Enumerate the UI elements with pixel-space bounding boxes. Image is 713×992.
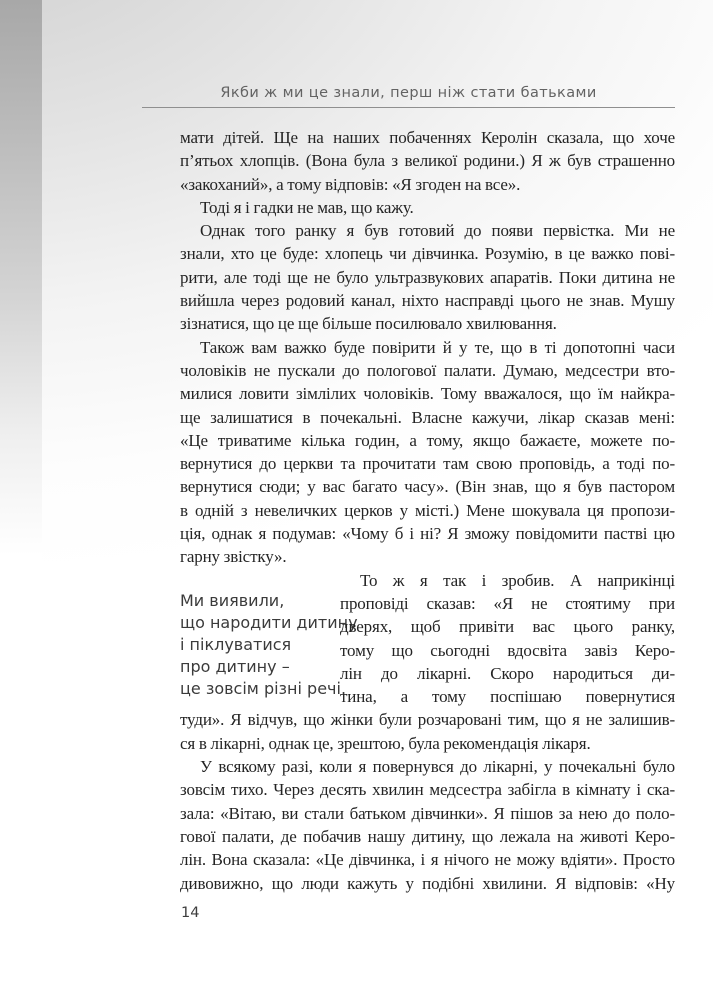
text-line: Також вам важко буде повірити й у те, що в ті допотопні часи — [200, 337, 675, 357]
text-line: чоловіків не пускали до пологової палати. Думаю, медсестри вто- — [180, 360, 675, 380]
page-surface — [42, 0, 713, 992]
text-line: рити, але тоді ще не було ультразвукових апаратів. Поки дитина не — [180, 267, 675, 287]
text-line: зізнатися, що це ще більше посилювало хвилювання. — [180, 314, 557, 334]
text-line: ще залишатися в почекальні. Власне кажучи, лікар сказав мені: — [180, 407, 675, 427]
text-line: знали, хто це буде: хлопець чи дівчинка. Розумію, в це важко пові- — [180, 244, 675, 264]
text-line: п’ятьох хлопців. (Вона була з великої родини.) Я ж був страшенно — [180, 151, 675, 171]
page-number: 14 — [181, 905, 200, 921]
text-line: зовсім тихо. Через десять хвилин медсестра забігла в кімнату і ска- — [180, 780, 675, 800]
running-header-text: Якби ж ми це знали, перш ніж стати батьками — [220, 85, 597, 101]
text-line: дверях, щоб привіти вас цього ранку, — [340, 617, 675, 637]
paragraph — [180, 126, 675, 196]
text-line: Тоді я і гадки не мав, що кажу. — [200, 197, 414, 217]
text-line: гарну звістку». — [180, 547, 287, 567]
page-text — [180, 126, 675, 895]
pull-quote — [180, 569, 358, 707]
text-line: в одній з невеличких церков у місті.) Мене шокувала ця пропози- — [180, 500, 675, 520]
spine-shadow — [0, 0, 42, 992]
text-line: лін. Вона сказала: «Це дівчинка, і я нічого не можу вдіяти». Просто — [180, 850, 675, 870]
text-line: вернутися до церкви та прочитати там свою проповідь, а тоді по- — [180, 454, 675, 474]
pull-quote-line: це зовсім різні речі. — [180, 678, 347, 698]
text-line: зала: «Вітаю, ви стали батьком дівчинки». Я пішов за нею до поло- — [180, 803, 675, 823]
paragraph — [180, 219, 675, 335]
text-line: туди». Я відчув, що жінки були розчаровані тим, що я не залишив- — [180, 710, 675, 730]
text-line: милися ловити зімлілих чоловіків. Тому вважалося, що їм найкра- — [180, 384, 675, 404]
text-line: ся в лікарні, однак це, зрештою, була рекомендація лікаря. — [180, 733, 591, 753]
pull-quote-line: Ми виявили, — [180, 590, 285, 610]
paragraph — [180, 196, 675, 219]
text-line: проповіді сказав: «Я не стоятиму при — [340, 593, 675, 613]
text-line: мати дітей. Ще на наших побаченнях Керолін сказала, що хоче — [180, 128, 675, 147]
pull-quote-line: про дитину – — [180, 656, 290, 676]
text-line: гової палати, де побачив нашу дитину, що лежала на животі Керо- — [180, 826, 675, 846]
pull-quote-line: і піклуватися — [180, 634, 292, 654]
text-line: тому що сьогодні вдосвіта завіз Керо- — [340, 640, 675, 660]
text-line: тина, а тому поспішаю повернутися — [340, 687, 675, 707]
paragraph — [180, 569, 675, 755]
running-header — [142, 84, 675, 108]
pull-quote-line: що народити дитину — [180, 612, 358, 632]
text-line: вернутися сюди; у вас багато часу». (Він знав, що я був пастором — [180, 477, 675, 497]
text-line: вийшла через родовий канал, ніхто насправді цього не знав. Мушу — [180, 291, 675, 311]
paragraph — [180, 755, 675, 895]
text-line: дивовижно, що люди кажуть у подібні хвилини. Я відповів: «Ну — [180, 873, 675, 893]
text-line: ція, однак я подумав: «Чому б і ні? Я зможу повідомити пастві цю — [180, 524, 675, 544]
paragraph — [180, 336, 675, 569]
text-line: У всякому разі, коли я повернувся до лікарні, у почекальні було — [200, 757, 675, 777]
text-line: Однак того ранку я був готовий до появи первістка. Ми не — [200, 221, 675, 241]
text-line: лін до лікарні. Скоро народиться ди- — [340, 663, 675, 683]
text-line: «Це триватиме кілька годин, а тому, якщо бажаєте, можете по- — [180, 430, 675, 450]
text-line: «закоханий», а тому відповів: «Я згоден на все». — [180, 174, 521, 194]
text-line: То ж я так і зробив. А наприкінці — [360, 570, 675, 590]
